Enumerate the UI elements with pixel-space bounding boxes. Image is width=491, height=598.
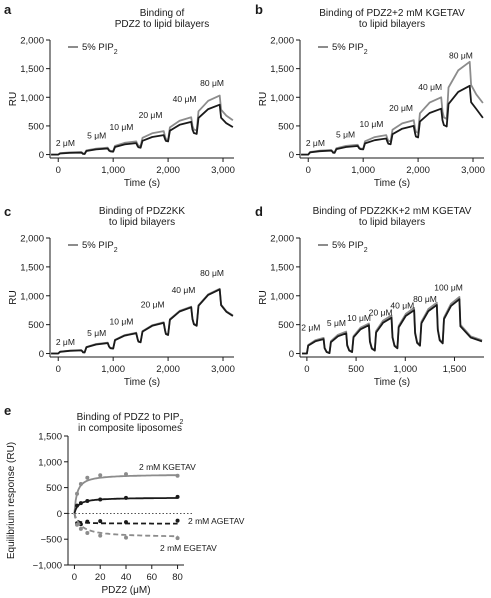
y-axis-label: RU — [8, 290, 19, 305]
fit-curve — [74, 498, 177, 513]
concentration-label: 2 μM — [305, 137, 325, 148]
data-point — [124, 472, 128, 476]
concentration-label: 40 μM — [171, 284, 196, 295]
y-tick-label: −1,000 — [32, 560, 62, 572]
concentration-label: 40 μM — [418, 81, 443, 92]
y-axis-label: RU — [8, 91, 19, 107]
y-tick-label: −500 — [40, 534, 62, 546]
panel-title-line: Binding of PDZ2KK+2 mM KGETAV — [312, 206, 472, 217]
data-point — [98, 497, 102, 501]
concentration-label: 80 μM — [200, 77, 224, 88]
concentration-label: 20 μM — [140, 299, 165, 310]
x-tick-label: 1,000 — [101, 165, 126, 176]
panel-d — [255, 204, 484, 388]
x-tick-label: 2,000 — [156, 364, 180, 375]
x-tick-label: 0 — [304, 364, 310, 375]
data-point — [85, 520, 89, 524]
concentration-label: 2 μM — [55, 137, 75, 148]
concentration-label: 80 μM — [413, 294, 437, 305]
concentration-label: 80 μM — [449, 50, 473, 61]
data-point — [85, 476, 89, 480]
x-tick-label: 3,000 — [211, 364, 235, 375]
concentration-label: 5 μM — [87, 130, 107, 141]
legend-label: 5% $PIP_2$ — [82, 240, 118, 254]
y-tick-label: 1,500 — [38, 431, 62, 443]
y-axis-label: Equilibrium response (RU) — [6, 441, 17, 560]
panel-title-line: to lipid bilayers — [108, 217, 176, 228]
data-point — [75, 523, 79, 527]
panel-letter: d — [255, 204, 263, 219]
y-tick-label: 500 — [28, 320, 44, 332]
y-tick-label: 500 — [28, 121, 44, 133]
concentration-label: 5 μM — [87, 328, 107, 339]
data-point — [98, 473, 102, 477]
y-tick-label: 500 — [278, 121, 294, 133]
data-point — [85, 499, 89, 503]
panel-title-line: PDZ2 to lipid bilayers — [114, 19, 210, 30]
concentration-label: 10 μM — [347, 313, 371, 324]
panel-a — [4, 2, 235, 189]
x-tick-label: 40 — [120, 572, 132, 583]
panel-c — [4, 204, 235, 388]
data-point — [98, 519, 102, 523]
y-tick-label: 2,000 — [20, 233, 44, 245]
data-point — [79, 482, 83, 486]
panel-title-line: to lipid bilayers — [358, 217, 426, 228]
panel-title-line: Binding of — [139, 8, 185, 19]
data-point — [176, 474, 180, 478]
x-tick-label: 80 — [172, 572, 183, 583]
y-tick-label: 1,500 — [270, 64, 294, 76]
concentration-label: 20 μM — [368, 307, 393, 318]
y-axis-label: RU — [258, 91, 269, 107]
panel-letter: c — [4, 204, 12, 219]
x-tick-label: 0 — [71, 572, 78, 583]
x-tick-label: 0 — [55, 165, 61, 176]
y-tick-label: 1,000 — [270, 92, 294, 104]
panel-e — [4, 403, 245, 596]
trace-black — [301, 86, 483, 155]
y-tick-label: 2,000 — [270, 35, 294, 47]
x-tick-label: 3,000 — [211, 165, 235, 176]
y-tick-label: 1,500 — [20, 262, 44, 274]
x-axis-label: Time (s) — [123, 178, 161, 189]
concentration-label: 100 μM — [434, 282, 463, 293]
x-axis-label: PDZ2 (μM) — [101, 585, 151, 596]
y-tick-label: 1,000 — [20, 291, 44, 303]
y-tick-label: 2,000 — [20, 35, 44, 47]
x-axis-label: Time (s) — [373, 377, 411, 388]
legend-subscript: 2 — [113, 246, 118, 254]
y-tick-label: 1,000 — [38, 457, 62, 469]
y-tick-label: 1,000 — [20, 92, 44, 104]
panel-title-line: Binding of PDZ2 to $PIP_2$ — [76, 412, 184, 426]
series-label: 2 mM KGETAV — [139, 462, 196, 472]
data-point — [85, 531, 89, 535]
concentration-label: 20 μM — [138, 109, 163, 120]
series-label: 2 mM AGETAV — [188, 516, 245, 526]
data-point — [176, 536, 180, 540]
y-axis-label: RU — [258, 290, 269, 305]
legend-subscript: 2 — [363, 246, 368, 254]
legend-subscript: 2 — [113, 48, 118, 56]
x-tick-label: 0 — [305, 165, 311, 176]
x-axis-label: Time (s) — [373, 178, 411, 189]
concentration-label: 40 μM — [172, 93, 197, 104]
fit-curve — [74, 475, 177, 513]
data-point — [75, 504, 79, 508]
y-tick-label: 0 — [56, 508, 62, 520]
data-point — [176, 519, 180, 523]
title-subscript: 2 — [179, 418, 184, 426]
y-tick-label: 1,500 — [270, 262, 294, 274]
x-tick-label: 2,000 — [406, 165, 430, 176]
panel-b — [255, 2, 485, 189]
data-point — [75, 492, 79, 496]
legend-subscript: 2 — [363, 48, 368, 56]
x-tick-label: 500 — [348, 364, 365, 375]
concentration-label: 10 μM — [109, 316, 134, 327]
y-tick-label: 0 — [38, 349, 44, 361]
concentration-label: 2 μM — [301, 322, 321, 333]
y-tick-label: 2,000 — [270, 233, 294, 245]
fit-curve — [74, 513, 177, 536]
x-tick-label: 0 — [55, 364, 61, 375]
x-axis-label: Time (s) — [123, 377, 161, 388]
x-tick-label: 60 — [146, 572, 158, 583]
x-tick-label: 1,500 — [442, 364, 467, 375]
concentration-label: 5 μM — [326, 317, 346, 328]
data-point — [79, 527, 83, 531]
panel-title-line: Binding of PDZ2KK — [98, 206, 186, 217]
y-tick-label: 0 — [288, 150, 294, 162]
x-tick-label: 2,000 — [156, 165, 180, 176]
concentration-label: 10 μM — [109, 121, 134, 132]
legend-label: 5% $PIP_2$ — [332, 240, 368, 254]
x-tick-label: 1,000 — [351, 165, 376, 176]
legend-label: 5% $PIP_2$ — [332, 42, 368, 56]
panel-letter: a — [4, 2, 12, 17]
concentration-label: 10 μM — [359, 119, 384, 130]
data-point — [176, 495, 180, 499]
concentration-label: 2 μM — [55, 336, 75, 347]
x-tick-label: 3,000 — [461, 165, 485, 176]
panel-letter: b — [255, 2, 263, 17]
concentration-label: 5 μM — [336, 129, 356, 140]
legend-label: 5% $PIP_2$ — [82, 42, 118, 56]
x-tick-label: 20 — [94, 572, 106, 583]
y-tick-label: 1,000 — [270, 291, 294, 303]
y-tick-label: 500 — [46, 483, 62, 495]
y-tick-label: 500 — [278, 320, 294, 332]
data-point — [124, 496, 128, 500]
concentration-label: 80 μM — [200, 268, 224, 279]
y-tick-label: 0 — [288, 349, 294, 361]
x-tick-label: 1,000 — [101, 364, 126, 375]
concentration-label: 40 μM — [390, 300, 415, 311]
y-tick-label: 0 — [38, 150, 44, 162]
panel-title-line: in composite liposomes — [78, 423, 182, 434]
panel-title-line: Binding of PDZ2+2 mM KGETAV — [319, 8, 465, 19]
y-tick-label: 1,500 — [20, 64, 44, 76]
series-label: 2 mM EGETAV — [160, 543, 217, 553]
data-point — [124, 520, 128, 524]
data-point — [124, 536, 128, 540]
data-point — [79, 501, 83, 505]
panel-title-line: to lipid bilayers — [358, 19, 426, 30]
data-point — [98, 534, 102, 538]
concentration-label: 20 μM — [389, 103, 413, 114]
x-tick-label: 1,000 — [393, 364, 418, 375]
panel-letter: e — [4, 403, 12, 418]
